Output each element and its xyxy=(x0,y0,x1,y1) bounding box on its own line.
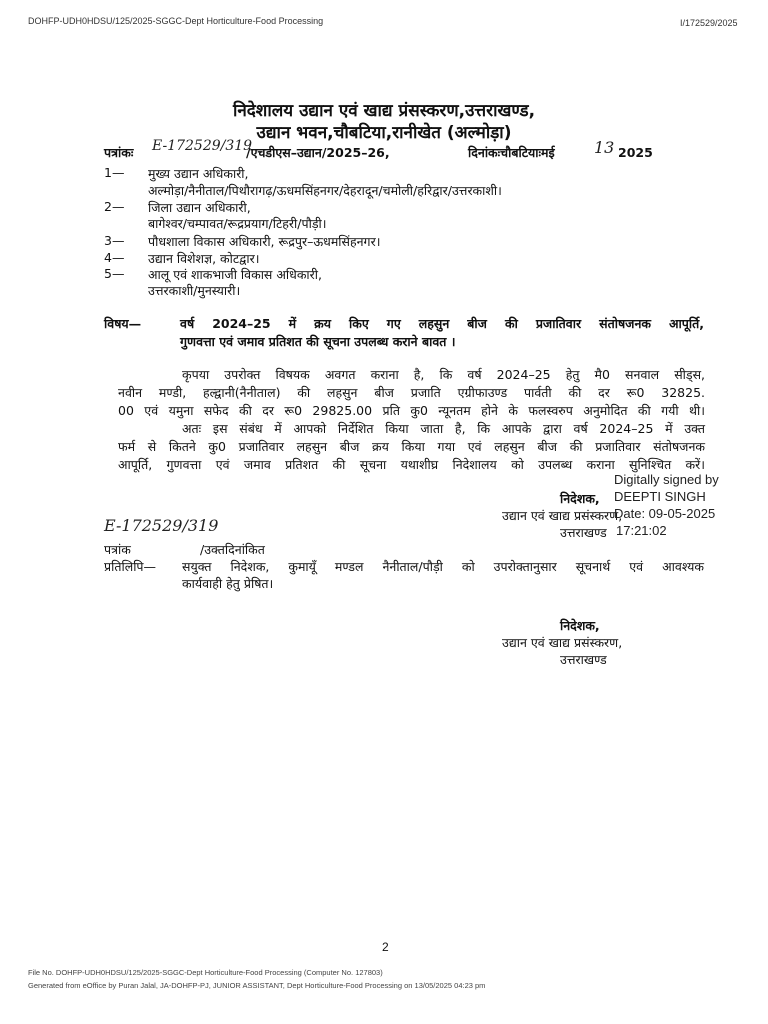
page-number: 2 xyxy=(382,940,389,954)
signatory-state: उत्तराखण्ड xyxy=(560,652,607,667)
copy-label: प्रतिलिपि— xyxy=(104,559,157,574)
recipient-places: बागेश्वर/चम्पावत/रूद्रप्रयाग/टिहरी/पौड़ी। xyxy=(148,216,327,231)
ref-label: पत्रांकः xyxy=(104,145,134,160)
file-reference-header: DOHFP-UDH0HDSU/125/2025-SGGC-Dept Horticulture-Food Processing xyxy=(28,16,324,26)
recipient-number: 3— xyxy=(104,233,125,248)
copy-line1: सयुक्त निदेशक, कुमायूॅं मण्डल नैनीताल/पौड़ी को उपरोक्तानुसार सूचनार्थ एवं आवश्यक xyxy=(182,559,704,574)
recipient-title: आलू एवं शाकभाजी विकास अधिकारी, xyxy=(148,267,322,282)
handwritten-letter-number: E-172529/319 xyxy=(152,138,253,154)
recipient-number: 4— xyxy=(104,250,125,265)
digital-signature-line1: Digitally signed by xyxy=(614,472,719,487)
date-year: 2025 xyxy=(618,145,653,160)
ref-code: /एचडीएस–उद्यान/2025–26, xyxy=(246,145,390,160)
recipient-title: उद्यान विशेशज्ञ, कोटद्वार। xyxy=(148,251,260,266)
recipient-title: जिला उद्यान अधिकारी, xyxy=(148,200,251,215)
recipient-title: पौधशाला विकास अधिकारी, रूद्रपुर–ऊधमसिंहनगर। xyxy=(148,234,381,249)
date-label: दिनांकःचौबटियाःमई xyxy=(468,145,555,160)
subject-label: विषय— xyxy=(104,316,142,331)
body-line: आपूर्ति, गुणवत्ता एवं जमाव प्रतिशत की सूचना यथाशीघ्र निदेशालय को उपलब्ध कराना सुनिश्चित करें। xyxy=(118,457,705,472)
copy-line2: कार्यवाही हेतु प्रेषित। xyxy=(182,576,274,591)
body-line: नवीन मण्डी, हल्द्वानी(नैनीताल) की लहसुन बीज प्रजाति एग्रीफाउण्ड पार्वती की दर रू0 32825. xyxy=(118,385,705,400)
office-title-line2: उद्यान भवन,चौबटिया,रानीखेत (अल्मोड़ा) xyxy=(256,123,512,143)
recipient-places: अल्मोड़ा/नैनीताल/पिथौरागढ़/ऊधमसिंहनगर/देहरादून/चमोली/हरिद्वार/उत्तरकाशी। xyxy=(148,183,502,198)
inward-number-header: I/172529/2025 xyxy=(680,18,738,28)
copy-ref-suffix: /उक्तदिनांकित xyxy=(200,542,265,557)
copy-ref-label: पत्रांक xyxy=(104,542,131,557)
handwritten-letter-number: E-172529/319 xyxy=(104,516,219,535)
digital-signature-name: DEEPTI SINGH xyxy=(614,489,706,504)
signatory-org: उद्यान एवं खाद्य प्रसंस्करण, xyxy=(502,635,623,650)
signatory-org: उद्यान एवं खाद्य प्रसंस्करण, xyxy=(502,508,623,523)
subject-line1: वर्ष 2024–25 में क्रय किए गए लहसुन बीज की प्रजातिवार संतोषजनक आपूर्ति, xyxy=(180,316,704,331)
footer-file-number: File No. DOHFP-UDH0HDSU/125/2025-SGGC-Dept Horticulture-Food Processing (Computer No. 127803) xyxy=(28,968,383,977)
body-line: कृपया उपरोक्त विषयक अवगत कराना है, कि वर्ष 2024–25 हेतु मै0 सनवाल सीड्स, xyxy=(182,367,705,382)
handwritten-date-day: 13 xyxy=(594,138,615,157)
subject-line2: गुणवत्ता एवं जमाव प्रतिशत की सूचना उपलब्ध कराने बावत । xyxy=(180,334,456,349)
office-title-line1: निदेशालय उद्यान एवं खाद्य प्रंसस्करण,उत्तराखण्ड, xyxy=(232,101,536,121)
signatory-designation: निदेशक, xyxy=(560,491,600,506)
signatory-designation: निदेशक, xyxy=(560,618,600,633)
recipient-places: उत्तरकाशी/मुनस्यारी। xyxy=(148,283,241,298)
body-line: 00 एवं यमुना सफेद की दर रू0 29825.00 प्रति कु0 न्यूनतम होने के फलस्वरुप अनुमोदित की गयी थी। xyxy=(118,403,705,418)
recipient-title: मुख्य उद्यान अधिकारी, xyxy=(148,166,249,181)
footer-generated-info: Generated from eOffice by Puran Jalal, JA-DOHFP-PJ, JUNIOR ASSISTANT, Dept Horticulture-Food Processing on 13/05/2025 04:23 pm xyxy=(28,981,486,990)
body-line: फर्म से कितने कु0 प्रजातिवार लहसुन बीज क्रय किया गया एवं लहसुन बीज की प्रजातिवार संतोषजनक xyxy=(118,439,705,454)
signatory-state: उत्तराखण्ड xyxy=(560,525,607,540)
recipient-number: 1— xyxy=(104,165,125,180)
body-line: अतः इस संबंध में आपको निर्देशित किया जाता है, कि आपके द्वारा वर्ष 2024–25 में उक्त xyxy=(182,421,705,436)
recipient-number: 5— xyxy=(104,266,125,281)
digital-signature-time: 17:21:02 xyxy=(616,523,667,538)
recipient-number: 2— xyxy=(104,199,125,214)
digital-signature-date: Date: 09-05-2025 xyxy=(614,506,716,521)
